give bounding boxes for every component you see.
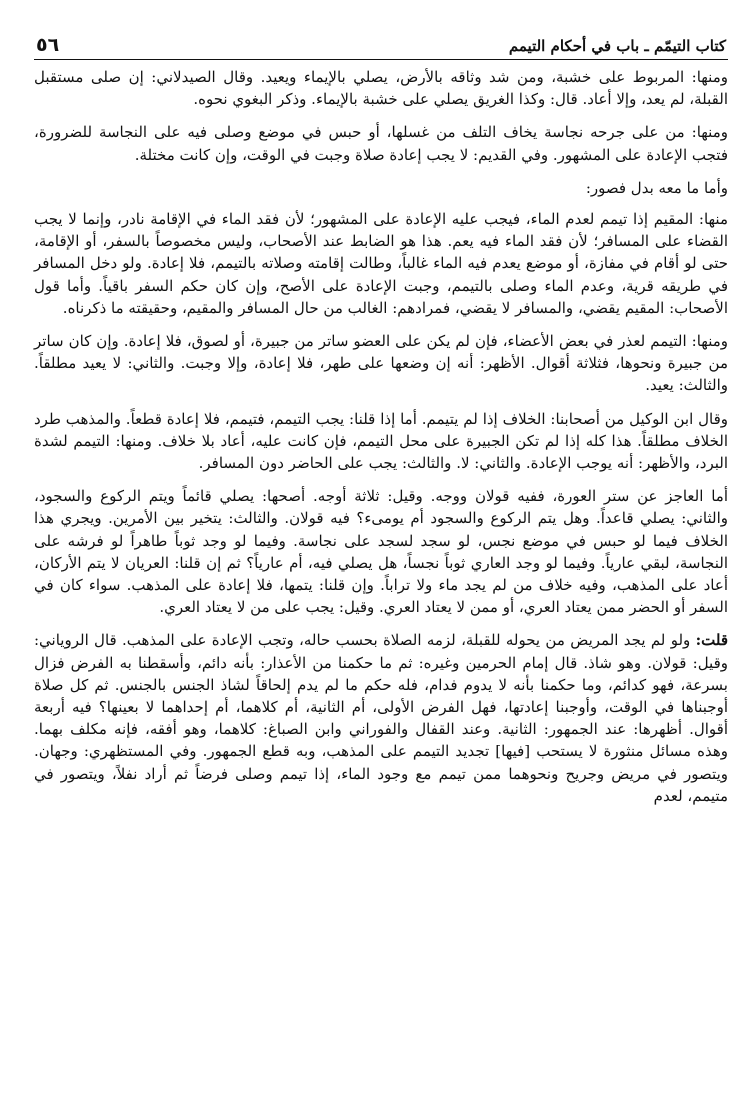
page-number: ٥٦: [36, 34, 60, 56]
paragraph: [34, 121, 728, 165]
paragraph-text: وأما ما معه بدل فصور:: [585, 178, 728, 197]
running-title: كتاب التيمّم ـ باب في أحكام التيمم: [508, 37, 726, 55]
paragraph-text: ومنها: المربوط على خشبة، ومن شد وثاقه بالأرض، يصلي بالإيماء ويعيد. وقال الصيدلاني: إن صلى مستقبل القبلة، لم يعد، وإلا أعاد. قال: وكذا الغريق يصلي على خشبة بالإيماء. وذكر البغوي نحوه.: [34, 68, 728, 109]
paragraph: [34, 177, 728, 199]
paragraph-lead: قلت:: [695, 631, 728, 650]
paragraph: [34, 629, 728, 807]
paragraph-text: ومنها: التيمم لعذر في بعض الأعضاء، فإن لم يكن على العضو ساتر من جبيرة، أو لصوق، فلا إعادة. وإن كان ساتر من جبيرة ونحوها، فثلاثة أقوال. الأظهر: أنه إن وضعها على طهر، فلا إعادة، وإلا وجبت. والثاني: لا يعيد مطلقاً. والثالث: يعيد.: [34, 332, 728, 395]
paragraph-text: ومنها: من على جرحه نجاسة يخاف التلف من غسلها، أو حبس في موضع وصلى فيه على النجاسة للضرورة، فتجب الإعادة على المشهور. وفي القديم: لا يجب إعادة صلاة وجبت في الوقت، وإن كانت مختلة.: [34, 123, 728, 164]
paragraph-text: أما العاجز عن ستر العورة، ففيه قولان ووجه. وقيل: ثلاثة أوجه. أصحها: يصلي قائماً ويتم الركوع والسجود، والثاني: يصلي قاعداً. وهل يتم الركوع والسجود أم يومىء؟ فيه قولان. والثالث: يتخير بين الأمرين. ويجري هذا الخلاف فيما لو حبس في موضع نجس، لو سجد لسجد على نجاسة. وفيما لو وجد ثوباً طاهراً لو فرشه على النجاسة، لبقي عارياً. وفيما لو وجد العاري ثوباً نجساً، هل يصلي فيه، أم عارياً؟ ثم إن قلنا: العريان لا يتم الأركان، أعاد على المذهب، وفيه خلاف من لم يجد ماء ولا تراباً. وإن قلنا: يتمها، فلا إعادة على المذهب. سواء كان في السفر أو الحضر ممن يعتاد العري، أو ممن لا يعتاد العري. وقيل: يجب على من لا يعتاد العري.: [34, 487, 728, 617]
page-header: [34, 30, 728, 60]
paragraph: [34, 485, 728, 618]
paragraph-text: منها: المقيم إذا تيمم لعدم الماء، فيجب عليه الإعادة على المشهور؛ لأن فقد الماء في الإقامة نادر، وإنما لا يجب القضاء على المسافر؛ لأن فقد الماء فيه يعم. هذا هو الضابط عند الأصحاب، وليس مخصوصاً بالسفر، أو الإقامة، حتى لو أقام في مفازة، أو موضع يعدم فيه الماء غالباً، وطالت إقامته وصلاته بالتيمم، فلا إعادة. ولو دخل المسافر في طريقه قرية، وعدم الماء وصلى بالتيمم، وجبت الإعادة على الأصح، وإن كان حكم السفر باقياً. وأما قول الأصحاب: المقيم يقضي، والمسافر لا يقضي، فمرادهم: الغالب من حال المسافر والمقيم، وحقيقته ما ذكرناه.: [34, 210, 728, 317]
paragraph: [34, 330, 728, 397]
paragraph: [34, 208, 728, 319]
page-body: [34, 60, 728, 807]
paragraph: [34, 66, 728, 110]
paragraph: [34, 408, 728, 475]
paragraph-text: ولو لم يجد المريض من يحوله للقبلة، لزمه الصلاة بحسب حاله، وتجب الإعادة على المذهب. قال الروياني: وقيل: قولان. وهو شاذ. قال إمام الحرمين وغيره: ثم ما حكمنا من الأعذار: بأنه دائم، وأسقطنا به الفرض فزال بسرعة، فهو كدائم، وما حكمنا بأنه لا يدوم فدام، فله حكم ما لم يدم إلحاقاً لشاذ الجنس بالجنس. ثم كل صلاة أوجبناها في الوقت، وأوجبنا إعادتها، فهل الفرض الأولى، أم الثانية، أم كلاهما، أم إحداهما لا بعينها؟ فيه أربعة أقوال. أظهرها: عند الجمهور: الثانية. وعند القفال والفوراني وابن الصباغ: كلاهما، وهو أفقه، فإنه مكلف بهما. وهذه مسائل منثورة لا يستحب [فيها] تجديد التيمم على المذهب، وبه قطع الجمهور. وفي المستظهري: وجهان. ويتصور في مريض وجريح ونحوهما ممن تيمم مع وجود الماء، إذا تيمم وصلى فرضاً ثم أراد نفلاً، ويتصور في متيمم، لعدم: [34, 631, 728, 805]
paragraph-text: وقال ابن الوكيل من أصحابنا: الخلاف إذا لم يتيمم. أما إذا قلنا: يجب التيمم، فتيمم، فلا إعادة قطعاً. والمذهب طرد الخلاف مطلقاً. هذا كله إذا لم تكن الجبيرة على محل التيمم، فإن كانت عليه، أعاد بلا خلاف. ومنها: التيمم لشدة البرد، والأظهر: أنه يوجب الإعادة. والثاني: لا. والثالث: يجب على الحاضر دون المسافر.: [34, 409, 728, 473]
